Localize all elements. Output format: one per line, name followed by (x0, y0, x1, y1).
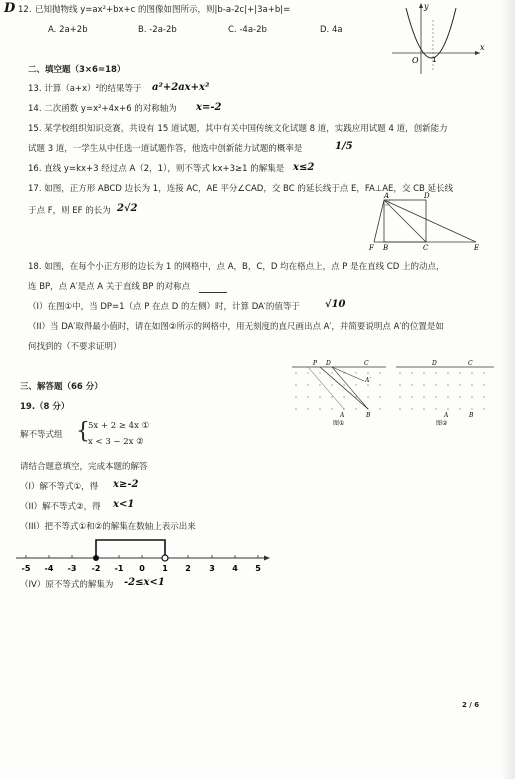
q13-text: 13. 计算（a+x）²的结果等于 (28, 84, 142, 94)
q16-answer: x≤2 (293, 162, 315, 173)
tick-label: 5 (255, 564, 261, 573)
q12-option-b: B. -2a-2b (138, 25, 177, 35)
origin-label: O (412, 56, 419, 65)
tick-label: 0 (139, 564, 145, 573)
square-figure (366, 190, 484, 252)
x-axis-label: x (480, 43, 485, 52)
grid2-label-b: B (469, 412, 474, 419)
q13-answer: a²+2ax+x² (152, 82, 210, 93)
grid2-label-c: C (468, 360, 473, 367)
grid-label-a-prime: A′ (365, 377, 371, 384)
fig-label-e: E (474, 244, 480, 252)
q19-answer2: x<1 (113, 499, 135, 510)
q17-answer: 2√2 (117, 203, 138, 214)
q17-line2: 于点 F，则 EF 的长为 (28, 206, 111, 216)
tick-label: 4 (232, 564, 238, 573)
page-edge-shadow (501, 0, 515, 779)
q19-step3: （III）把不等式①和②的解集在数轴上表示出来 (20, 522, 196, 532)
q19-ineq2: x < 3 − 2x ② (88, 437, 144, 447)
grid-label-a: A (340, 412, 345, 419)
q15-line1: 15. 某学校组织知识竞赛，共设有 15 道试题，其中有关中国传统文化试题 8 道，实践应用试题 4 道，创新能力 (28, 124, 448, 134)
number-line (14, 532, 276, 578)
q12-option-d: D. 4a (320, 25, 343, 35)
q15-line2: 试题 3 道，一学生从中任选一道试题作答，他选中创新能力试题的概率是 (28, 144, 303, 154)
tick-label: -2 (91, 564, 101, 573)
q16-text: 16. 直线 y=kx+3 经过点 A（2，1），则不等式 kx+3≥1 的解集是 (28, 164, 285, 174)
q12-option-a: A. 2a+2b (48, 25, 88, 35)
q19-answer4: -2≤x<1 (124, 577, 165, 588)
q18-line1: 18. 如图，在每个小正方形的边长为 1 的网格中，点 A，B，C，D 均在格点上，点 P 是在直线 CD 上的动点， (28, 262, 445, 272)
q17-line1: 17. 如图，正方形 ABCD 边长为 1，连接 AC，AE 平分∠CAD，交 BC 的延长线于点 E，FA⊥AE，交 CB 延长线 (28, 184, 454, 194)
fig-label-d: D (424, 192, 430, 200)
q19-step1: （I）解不等式①，得 (20, 482, 99, 492)
one-label: 1 (432, 56, 437, 64)
fig-label-a: A (384, 192, 390, 200)
grid-label-d: D (326, 360, 331, 367)
q14-text: 14. 二次函数 y=x²+4x+6 的对称轴为 (28, 104, 177, 114)
tick-label: 2 (185, 564, 191, 573)
fig-label-f: F (369, 244, 374, 252)
fig1-caption: 图① (333, 420, 345, 427)
q12-number: 12. (18, 5, 32, 15)
q18-sub2-line1: （II）当 DA′取得最小值时，请在如图②所示的网格中，用无刻度的直尺画出点 A′，并简要说明点 A′的位置是如 (28, 322, 444, 332)
tick-label: -5 (21, 564, 31, 573)
q19-answer1: x≥-2 (113, 479, 139, 490)
grid2-label-d: D (432, 360, 437, 367)
section2-title: 二、填空题（3×6=18） (28, 65, 126, 75)
y-axis-label: y (424, 2, 429, 11)
grid-label-p: P (313, 360, 318, 367)
tick-label: 1 (162, 564, 168, 573)
q18-sub1-answer: √10 (325, 299, 346, 310)
q18-sub2-line2: 何找到的（不要求证明） (28, 342, 122, 352)
grid-label-c: C (364, 360, 369, 367)
q19-title: 19.（8 分） (20, 402, 70, 412)
q14-answer: x=-2 (196, 102, 222, 113)
q19-step4: （IV）原不等式的解集为 (20, 580, 114, 590)
q12-option-c: C. -4a-2b (228, 25, 267, 35)
q18-blank (199, 292, 227, 293)
grid2-label-a: A (444, 412, 449, 419)
answer-mark: D (4, 1, 16, 16)
tick-label: -4 (44, 564, 54, 573)
fig-label-c: C (423, 244, 429, 252)
q15-answer: 1/5 (335, 141, 353, 152)
q18-sub1: （I）在图①中，当 DP=1（点 P 在点 D 的左侧）时，计算 DA′的值等于 (28, 302, 300, 312)
fig-label-b: B (383, 244, 389, 252)
q18-line2: 连 BP，点 A′是点 A 关于直线 BP 的对称点 (28, 282, 191, 292)
section3-title: 三、解答题（66 分） (20, 382, 103, 392)
tick-label: -3 (67, 564, 77, 573)
q19-label: 解不等式组 (20, 430, 63, 440)
system-brace: { (76, 419, 90, 444)
tick-label: -1 (114, 564, 124, 573)
page-number: 2 / 6 (462, 701, 480, 709)
parabola-graph (388, 0, 488, 75)
q19-instruction: 请结合题意填空，完成本题的解答 (20, 462, 148, 472)
q19-step2: （II）解不等式②，得 (20, 502, 101, 512)
grid-label-b: B (366, 412, 371, 419)
q19-ineq1: 5x + 2 ≥ 4x ① (88, 421, 150, 431)
grid-figures (288, 355, 500, 427)
tick-label: 3 (209, 564, 215, 573)
fig2-caption: 图② (436, 420, 448, 427)
q12-stem: 已知抛物线 y=ax²+bx+c 的图像如图所示，则|b-a-2c|+|3a+b|= (35, 5, 291, 15)
